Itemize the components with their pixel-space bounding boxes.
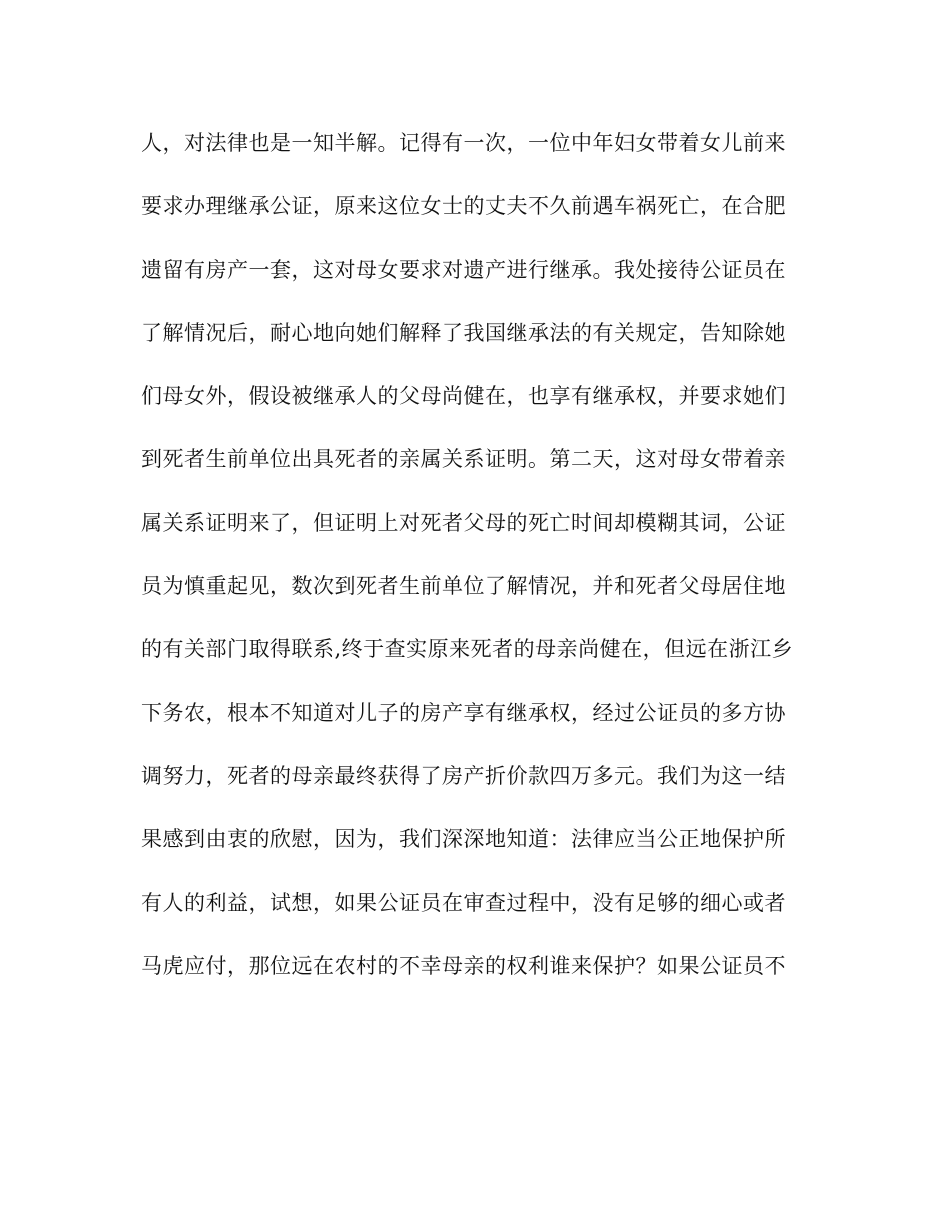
text-line-13: 有人的利益，试想，如果公证员在审查过程中，没有足够的细心或者 [141, 890, 786, 915]
text-line-9: 的有关部门取得联系,终于查实原来死者的母亲尚健在，但远在浙江乡 [141, 637, 794, 662]
body-text [141, 124, 821, 1010]
text-line-12: 果感到由衷的欣慰，因为，我们深深地知道：法律应当公正地保护所 [141, 827, 786, 852]
text-line-14: 马虎应付，那位远在农村的不幸母亲的权利谁来保护？如果公证员不 [141, 953, 786, 978]
text-line-1: 人，对法律也是一知半解。记得有一次，一位中年妇女带着女儿前来 [141, 131, 786, 155]
text-line-5: 们母女外，假设被继承人的父母尚健在，也享有继承权，并要求她们 [141, 384, 786, 409]
text-line-6: 到死者生前单位出具死者的亲属关系证明。第二天，这对母女带着亲 [141, 447, 786, 472]
text-line-3: 遗留有房产一套，这对母女要求对遗产进行继承。我处接待公证员在 [141, 257, 786, 282]
text-line-11: 调努力，死者的母亲最终获得了房产折价款四万多元。我们为这一结 [141, 763, 786, 788]
text-line-4: 了解情况后，耐心地向她们解释了我国继承法的有关规定，告知除她 [141, 320, 786, 345]
text-line-10: 下务农，根本不知道对儿子的房产享有继承权，经过公证员的多方协 [141, 700, 786, 725]
text-line-8: 员为慎重起见，数次到死者生前单位了解情况，并和死者父母居住地 [141, 574, 786, 599]
text-line-7: 属关系证明来了，但证明上对死者父母的死亡时间却模糊其词，公证 [141, 510, 786, 535]
text-line-2: 要求办理继承公证，原来这位女士的丈夫不久前遇车祸死亡，在合肥 [141, 194, 786, 219]
